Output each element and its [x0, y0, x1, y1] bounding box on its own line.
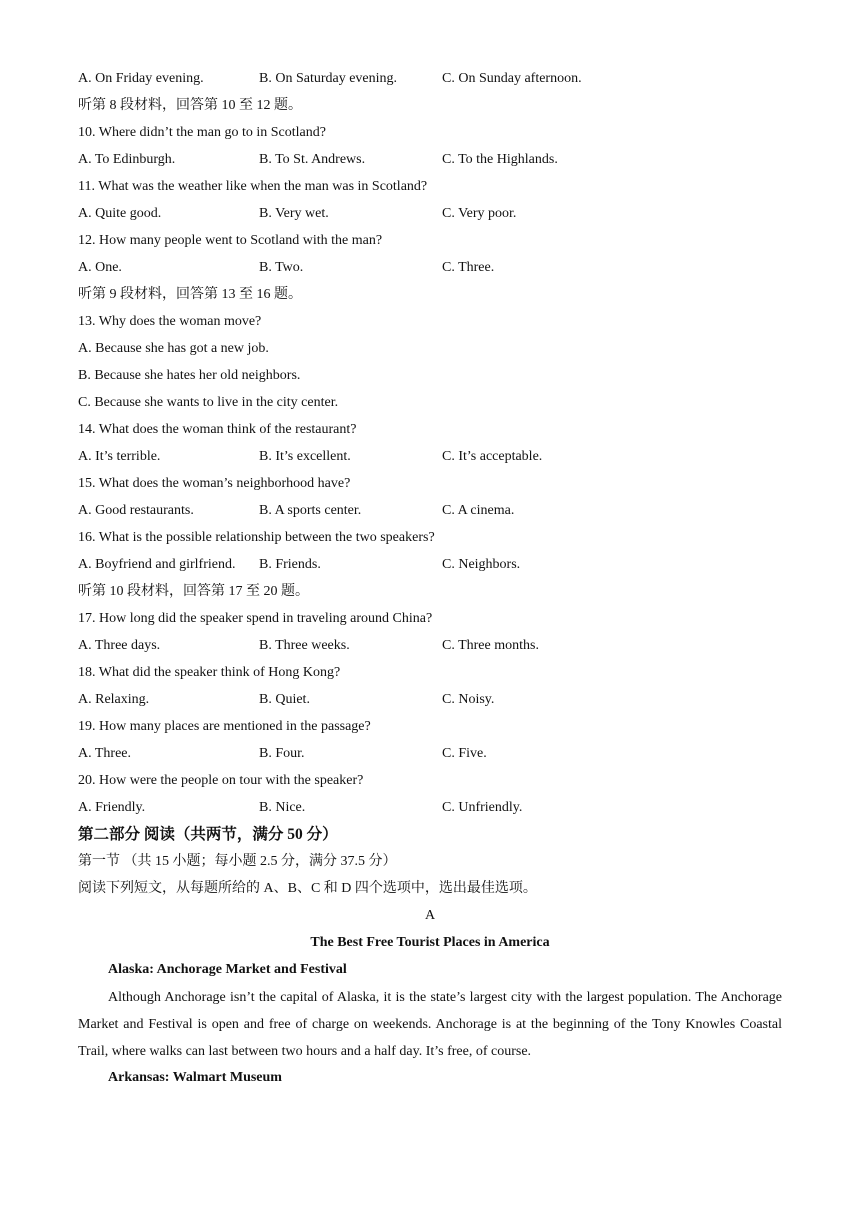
- q19-option-a: A. Three.: [78, 746, 131, 761]
- q10-option-a: A. To Edinburgh.: [78, 152, 176, 167]
- q11-option-c: C. Very poor.: [442, 206, 517, 221]
- q19-option-c: C. Five.: [442, 746, 487, 761]
- q12-question: 12. How many people went to Scotland with the man?: [78, 233, 383, 248]
- q18-option-a: A. Relaxing.: [78, 692, 150, 707]
- reading-instructions: 阅读下列短文，从每题所给的 A、B、C 和 D 四个选项中，选出最佳选项。: [78, 881, 537, 896]
- alaska-paragraph: Although Anchorage isn’t the capital of Alaska, it is the state’s largest city with the largest population. The Anchorage Market and Festival is open and free of charge on weekends. Anchorage is at the beginning of the Tony Knowles Coastal Trail, where walks can last between two hours and a half day. It’s free, of course.: [78, 990, 782, 1059]
- q10-question: 10. Where didn’t the man go to in Scotland?: [78, 125, 326, 140]
- q12-option-c: C. Three.: [442, 260, 495, 275]
- q14-option-b: B. It’s excellent.: [259, 449, 351, 464]
- q17-option-c: C. Three months.: [442, 638, 539, 653]
- q16-question: 16. What is the possible relationship between the two speakers?: [78, 530, 435, 545]
- q18-option-b: B. Quiet.: [259, 692, 310, 707]
- q18-question: 18. What did the speaker think of Hong Kong?: [78, 665, 341, 680]
- q17-option-b: B. Three weeks.: [259, 638, 350, 653]
- segment-8-header: 听第 8 段材料，回答第 10 至 12 题。: [78, 98, 302, 113]
- q16-option-b: B. Friends.: [259, 557, 321, 572]
- passage-title: The Best Free Tourist Places in America: [310, 935, 550, 950]
- alaska-heading: Alaska: Anchorage Market and Festival: [108, 962, 347, 977]
- q13-question: 13. Why does the woman move?: [78, 314, 262, 329]
- q9-option-a: A. On Friday evening.: [78, 71, 204, 86]
- part-2-title: 第二部分 阅读（共两节，满分 50 分）: [78, 826, 338, 843]
- q11-option-b: B. Very wet.: [259, 206, 329, 221]
- q12-option-a: A. One.: [78, 260, 122, 275]
- arkansas-heading: Arkansas: Walmart Museum: [108, 1070, 282, 1085]
- segment-10-header: 听第 10 段材料，回答第 17 至 20 题。: [78, 584, 309, 599]
- q17-option-a: A. Three days.: [78, 638, 161, 653]
- q20-question: 20. How were the people on tour with the speaker?: [78, 773, 364, 788]
- q15-question: 15. What does the woman’s neighborhood have?: [78, 476, 351, 491]
- q13-option-a: A. Because she has got a new job.: [78, 341, 269, 356]
- q15-option-a: A. Good restaurants.: [78, 503, 194, 518]
- q14-option-a: A. It’s terrible.: [78, 449, 161, 464]
- q19-question: 19. How many places are mentioned in the passage?: [78, 719, 371, 734]
- q17-question: 17. How long did the speaker spend in traveling around China?: [78, 611, 433, 626]
- passage-letter: A: [424, 908, 436, 923]
- q18-option-c: C. Noisy.: [442, 692, 495, 707]
- q16-option-c: C. Neighbors.: [442, 557, 521, 572]
- q13-option-b: B. Because she hates her old neighbors.: [78, 368, 301, 383]
- section-1-line: 第一节 （共 15 小题；每小题 2.5 分，满分 37.5 分）: [78, 854, 397, 869]
- q14-question: 14. What does the woman think of the restaurant?: [78, 422, 357, 437]
- q10-option-c: C. To the Highlands.: [442, 152, 558, 167]
- q10-option-b: B. To St. Andrews.: [259, 152, 366, 167]
- q15-option-b: B. A sports center.: [259, 503, 362, 518]
- q20-option-b: B. Nice.: [259, 800, 306, 815]
- q14-option-c: C. It’s acceptable.: [442, 449, 543, 464]
- q15-option-c: C. A cinema.: [442, 503, 515, 518]
- q11-question: 11. What was the weather like when the man was in Scotland?: [78, 179, 428, 194]
- q19-option-b: B. Four.: [259, 746, 305, 761]
- q20-option-a: A. Friendly.: [78, 800, 146, 815]
- q16-option-a: A. Boyfriend and girlfriend.: [78, 557, 236, 572]
- q13-option-c: C. Because she wants to live in the city center.: [78, 395, 339, 410]
- q20-option-c: C. Unfriendly.: [442, 800, 523, 815]
- q12-option-b: B. Two.: [259, 260, 304, 275]
- q9-option-b: B. On Saturday evening.: [259, 71, 398, 86]
- q9-option-c: C. On Sunday afternoon.: [442, 71, 582, 86]
- q11-option-a: A. Quite good.: [78, 206, 162, 221]
- segment-9-header: 听第 9 段材料，回答第 13 至 16 题。: [78, 287, 302, 302]
